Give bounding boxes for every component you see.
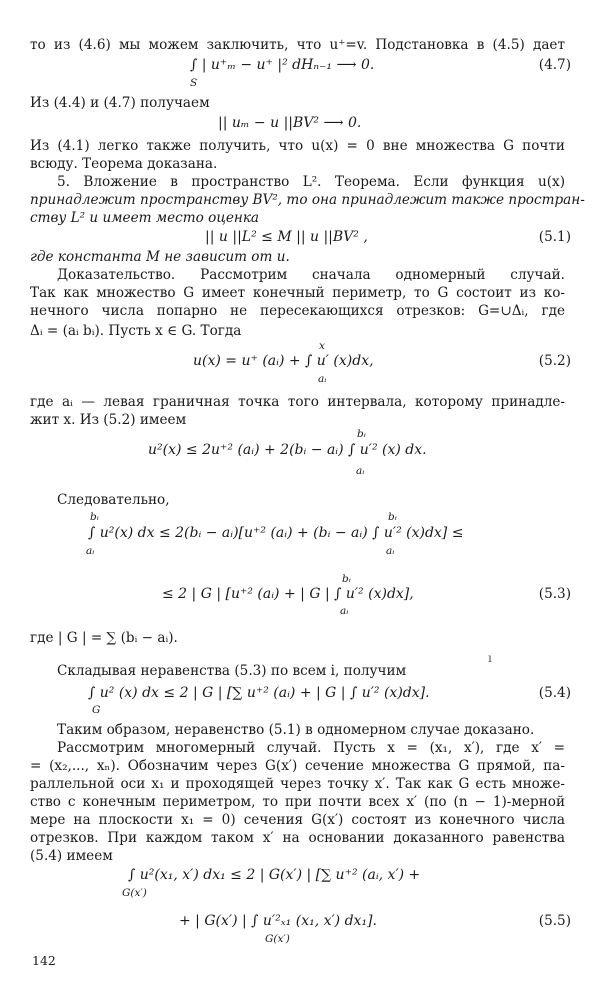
equation-number: (5.2) <box>538 353 571 369</box>
text-line: Из (4.1) легко также получить, что u(x) = 0 вне множества G почти <box>30 138 565 154</box>
text-line: Следовательно, <box>57 492 170 508</box>
formula: ∫ u²(x₁, x′) dx₁ ≤ 2 | G(x′) | [∑ u⁺² (aᵢ, x′) + <box>128 867 421 883</box>
text-line: где константа M не зависит от u. <box>30 249 290 265</box>
formula: bᵢ <box>357 428 366 440</box>
text-line: Рассмотрим многомерный случай. Пусть x = (x₁, x′), где x′ = <box>57 740 565 756</box>
formula: S <box>190 77 198 89</box>
formula: bᵢ <box>342 573 351 585</box>
text-line: нечного числа попарно не пересекающихся отрезков: G=∪Δᵢ, где <box>30 303 565 319</box>
formula: aᵢ <box>356 465 365 477</box>
formula: + | G(x′) | ∫ u′²ₓ₁ (x₁, x′) dx₁]. <box>179 913 377 929</box>
text-line: Таким образом, неравенство (5.1) в одномерном случае доказано. <box>57 722 535 738</box>
text-line: ству L² и имеет место оценка <box>30 210 260 226</box>
formula: ∫ u²(x) dx ≤ 2(bᵢ − aᵢ)[u⁺² (aᵢ) + (bᵢ − aᵢ) ∫ u′² (x)dx] ≤ <box>88 525 464 541</box>
text-line: = (x₂,..., xₙ). Обозначим через G(x′) сечение множества G прямой, па- <box>30 758 565 774</box>
formula: ∫ | u⁺ₘ − u⁺ |² dHₙ₋₁ ⟶ 0. <box>190 57 375 73</box>
text-line: Складывая неравенства (5.3) по всем i, получим <box>57 663 407 679</box>
text-line: всюду. Теорема доказана. <box>30 156 218 172</box>
equation-number: (5.1) <box>538 229 571 245</box>
text-line: Δᵢ = (aᵢ bᵢ). Пусть x ∈ G. Тогда <box>30 323 242 339</box>
text-line: Из (4.4) и (4.7) получаем <box>30 95 210 111</box>
formula: x <box>319 340 325 352</box>
formula: u(x) = u⁺ (aᵢ) + ∫ u′ (x)dx, <box>193 353 374 369</box>
formula: aᵢ <box>86 545 95 557</box>
formula: bᵢ <box>388 511 397 523</box>
text-line: где aᵢ — левая граничная точка того интервала, которому принадле- <box>30 394 565 410</box>
equation-number: (5.3) <box>538 586 571 602</box>
formula: bᵢ <box>90 511 99 523</box>
text-line: Доказательство. Рассмотрим сначала одномерный случай. <box>57 267 565 283</box>
text-line: Так как множество G имеет конечный периметр, то G состоит из ко- <box>30 285 565 301</box>
text-line: мере на плоскости x₁ = 0) сечения G(x′) состоят из конечного числа <box>30 812 565 828</box>
text-line: раллельной оси x₁ и проходящей через точку x′. Так как G есть множе- <box>30 776 565 792</box>
formula: aᵢ <box>386 545 395 557</box>
formula: G <box>92 704 101 716</box>
equation-number: (5.4) <box>538 685 571 701</box>
formula: u²(x) ≤ 2u⁺² (aᵢ) + 2(bᵢ − aᵢ) ∫ u′² (x) dx. <box>148 442 427 458</box>
text-line: жит x. Из (5.2) имеем <box>30 412 187 428</box>
equation-number: (4.7) <box>538 57 571 73</box>
equation-number: (5.5) <box>538 913 571 929</box>
formula: ≤ 2 | G | [u⁺² (aᵢ) + | G | ∫ u′² (x)dx], <box>162 586 414 602</box>
text-line: то из (4.6) мы можем заключить, что u⁺=v. Подстановка в (4.5) дает <box>30 37 565 53</box>
formula: G(x′) <box>265 933 290 945</box>
text-line: принадлежит пространству BV², то она принадлежит также простран- <box>30 192 585 208</box>
text-line: где | G | = ∑ (bᵢ − aᵢ). <box>30 630 178 646</box>
text-line: 5. Вложение в пространство L². Теорема. Если функция u(x) <box>57 174 565 190</box>
text-line: (5.4) имеем <box>30 848 113 864</box>
formula: G(x′) <box>122 887 147 899</box>
stray-mark: ı <box>488 651 492 665</box>
page-number: 142 <box>32 953 56 968</box>
formula: ∫ u² (x) dx ≤ 2 | G | [∑ u⁺² (aᵢ) + | G | ∫ u′² (x)dx]. <box>88 685 430 701</box>
formula: aᵢ <box>318 373 327 385</box>
text-line: отрезков. При каждом таком x′ на основании доказанного равенства <box>30 830 565 846</box>
text-line: ство с конечным периметром, то при почти всех x′ (по (n − 1)-мерной <box>30 794 565 810</box>
formula: aᵢ <box>340 605 349 617</box>
formula: || uₘ − u ||BV² ⟶ 0. <box>218 115 362 131</box>
formula: || u ||L² ≤ M || u ||BV² , <box>205 229 368 245</box>
